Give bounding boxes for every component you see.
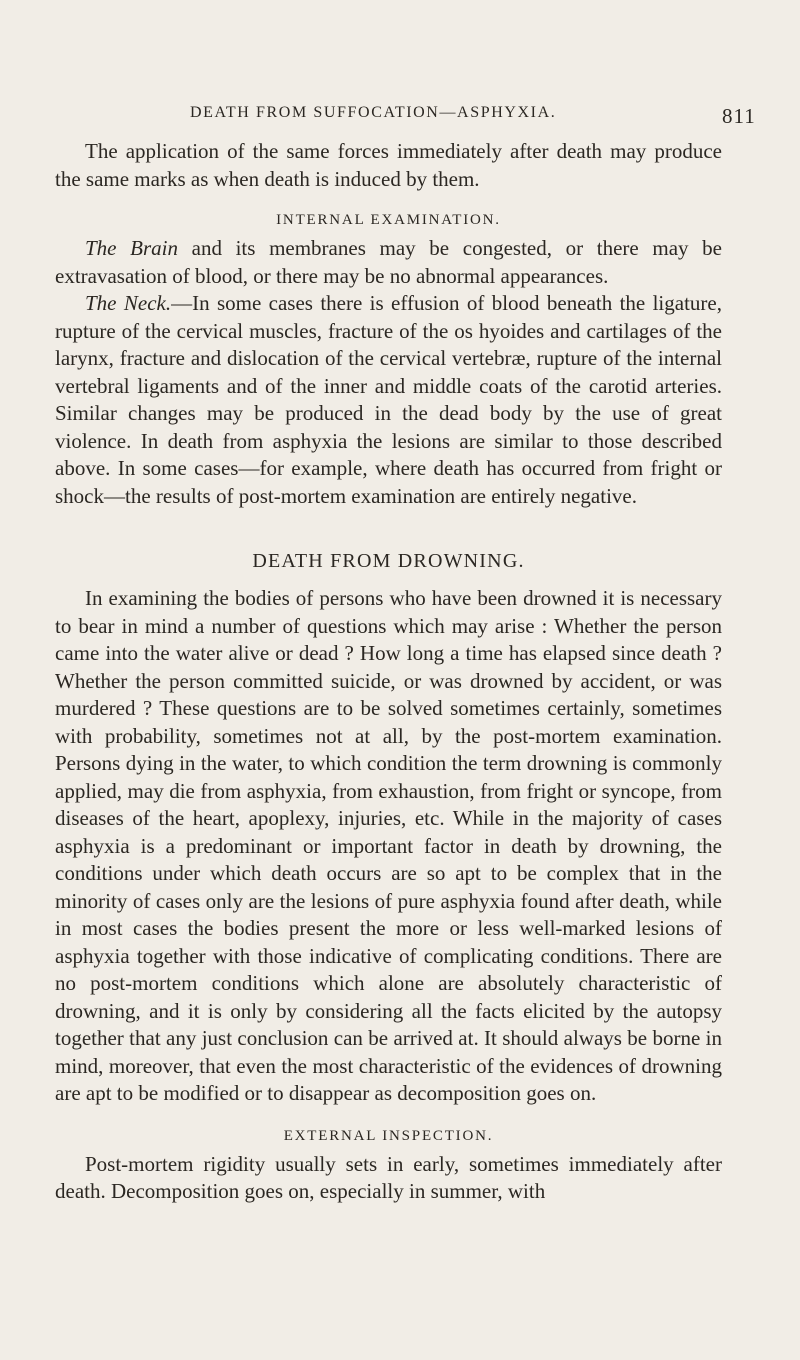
- page-header: [0, 104, 800, 134]
- page-body: [55, 138, 722, 1206]
- brain-paragraph: [55, 235, 722, 290]
- neck-label: The Neck.: [85, 291, 172, 315]
- drowning-paragraph: In examining the bodies of persons who have been drowned it is necessary to bear in mind a number of questions which may arise : Whether the person came into the water alive or dead ? How long a time has elapsed since death ? Whether the person committed suicide, or was drowned by accident, or was murdered ? These questions are to be solved sometimes certainly, sometimes with probability, sometimes not at all, by the post-mortem examination. Persons dying in the water, to which condition the term drowning is commonly applied, may die from asphyxia, from exhaustion, from fright or syncope, from diseases of the heart, apoplexy, injuries, etc. While in the majority of cases asphyxia is a predominant or important factor in death by drowning, the conditions under which death occurs are so apt to be complex that in the minority of cases only are the lesions of pure asphyxia found after death, while in most cases the bodies present the more or less well-marked lesions of asphyxia together with those indicative of complicating conditions. There are no post-mortem conditions which alone are absolutely characteristic of drowning, and it is only by considering all the facts elicited by the autopsy together that any just conclusion can be arrived at. It should always be borne in mind, moreover, that even the most characteristic of the evidences of drowning are apt to be modified or to disappear as decomposition goes on.: [55, 586, 722, 1105]
- internal-examination-heading: INTERNAL EXAMINATION.: [276, 212, 501, 228]
- brain-label: The Brain: [85, 236, 178, 260]
- neck-text: —In some cases there is effusion of blood beneath the ligature, rupture of the cervical muscles, fracture of the os hyoides and cartilages of the larynx, fracture and dislocation of the cervical vertebræ, rupture of the internal vertebral ligaments and of the inner and middle coats of the carotid arteries. Similar changes may be produced in the dead body by the use of great violence. In death from asphyxia the lesions are similar to those described above. In some cases—for example, where death has occurred from fright or shock—the results of post-mortem examination are entirely negative.: [55, 291, 722, 508]
- neck-paragraph: [55, 290, 722, 510]
- external-paragraph: Post-mortem rigidity usually sets in early, sometimes immediately after death. Decomposition goes on, especially in summer, with: [55, 1151, 722, 1203]
- brain-text: and its membranes may be congested, or there may be extravasation of blood, or there may be no abnormal appearances.: [55, 236, 722, 288]
- page-number: 811: [722, 104, 756, 128]
- running-head: DEATH FROM SUFFOCATION—ASPHYXIA.: [190, 104, 557, 121]
- external-inspection-heading: EXTERNAL INSPECTION.: [283, 1127, 494, 1144]
- intro-paragraph: The application of the same forces immediately after death may produce the same marks as when death is induced by them.: [55, 139, 722, 191]
- drowning-heading: DEATH FROM DROWNING.: [252, 550, 525, 572]
